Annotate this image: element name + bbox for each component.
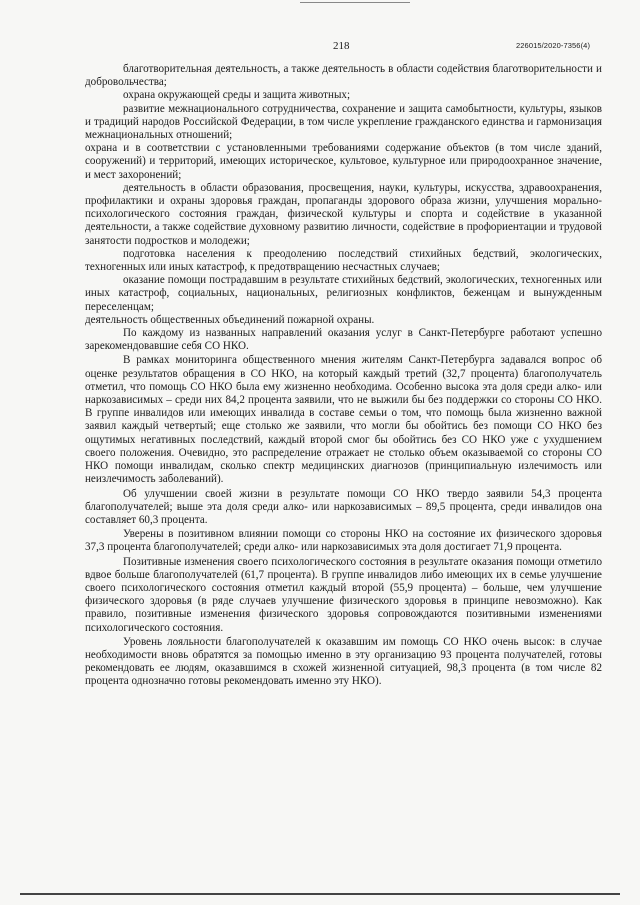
paragraph: подготовка населения к преодолению последствий стихийных бедствий, экологических, техногенных или иных катастроф, к предотвращению несчастных случаев; (85, 247, 602, 274)
paragraph: Об улучшении своей жизни в результате помощи СО НКО твердо заявили 54,3 процента благополучателей; выше эта доля среди алко- или наркозависимых – 89,5 процента, среди инвалидов она составляет 60,3 процента. (85, 487, 602, 526)
paragraph: Уверены в позитивном влиянии помощи со стороны НКО на состояние их физического здоровья 37,3 процента благополучателей; среди алко- или наркозависимых эта доля достигает 71,9 процента. (85, 528, 602, 554)
paragraph: оказание помощи пострадавшим в результате стихийных бедствий, экологических, техногенных или иных катастроф, социальных, национальных, религиозных конфликтов, беженцам и вынужденным переселенцам; (85, 274, 602, 313)
paragraph: охрана окружающей среды и защита животных; (123, 89, 351, 102)
document-body (85, 63, 602, 689)
paragraph: деятельность общественных объединений пожарной охраны. (85, 313, 375, 326)
paragraph: деятельность в области образования, просвещения, науки, культуры, искусства, здравоохранения, профилактики и охраны здоровья граждан, пропаганды здорового образа жизни, улучшения морально-психологического состояния граждан, физической культуры и спорта и содействие в указанной деятельности, а также содействие духовному развитию личности, содействие в профориентации и трудовой занятости подростков и молодежи; (85, 181, 602, 247)
paragraph: охрана и в соответствии с установленными требованиями содержание объектов (в том числе зданий, сооружений) и территорий, имеющих историческое, культовое, культурное или природоохранное значение, и мест захоронений; (85, 142, 602, 181)
paragraph: благотворительная деятельность, а также деятельность в области содействия благотворительности и добровольчества; (85, 63, 602, 89)
paragraph: Позитивные изменения своего психологического состояния в результате оказания помощи отметило вдвое больше благополучателей (61,7 процента). В группе инвалидов либо имеющих их в семье улучшение своего психологического состояния отметил каждый второй (55,9 процента) – больше, чем улучшение физического здоровья (в ряде случаев улучшение физического здоровья в принципе невозможно). Как правило, позитивные изменения физического здоровья сопровождаются позитивными изменениями психологического состояния. (85, 555, 602, 634)
paragraph: В рамках мониторинга общественного мнения жителям Санкт-Петербурга задавался вопрос об оценке результатов обращения в СО НКО, на который каждый третий (32,7 процента) благополучатель отметил, что помощь СО НКО была ему жизненно необходима. Особенно высока эта доля среди алко- или наркозависимых – среди них 84,2 процента заявили, что не выжили бы без поддержки со стороны СО НКО. В группе инвалидов или имеющих инвалида в составе семьи о том, что помощь была жизненно важной заявил каждый четвертый; еще столько же заявили, что могли бы обойтись без помощи СО НКО без ощутимых негативных последствий, каждый второй смог бы обойтись без СО НКО уже с ухудшением своего положения. Очевидно, это распределение отражает не столько объем оказываемой со стороны СО НКО помощи инвалидам, сколько спектр медицинских диагнозов (принципиальную излечимость или неизлечимость заболеваний). (85, 354, 602, 486)
document-code: 226015/2020-7356(4) (516, 41, 591, 50)
paragraph: развитие межнационального сотрудничества, сохранение и защита самобытности, культуры, языков и традиций народов Российской Федерации, в том числе укрепление гражданского единства и гармонизация межнациональных отношений; (85, 102, 602, 142)
bottom-edge-line (20, 893, 620, 895)
top-edge-line (300, 2, 410, 3)
paragraph: Уровень лояльности благополучателей к оказавшим им помощь СО НКО очень высок: в случае необходимости вновь обратятся за помощью именно в эту организацию 93 процента получателей, готовы рекомендовать ее людям, оказавшимся в схожей жизненной ситуацией, 98,3 процента (в том числе 82 процента однозначно готовы рекомендовать именно эту НКО). (85, 635, 602, 688)
page-number: 218 (333, 40, 350, 52)
paragraph: По каждому из названных направлений оказания услуг в Санкт-Петербурге работают успешно зарекомендовавшие себя СО НКО. (85, 327, 602, 353)
